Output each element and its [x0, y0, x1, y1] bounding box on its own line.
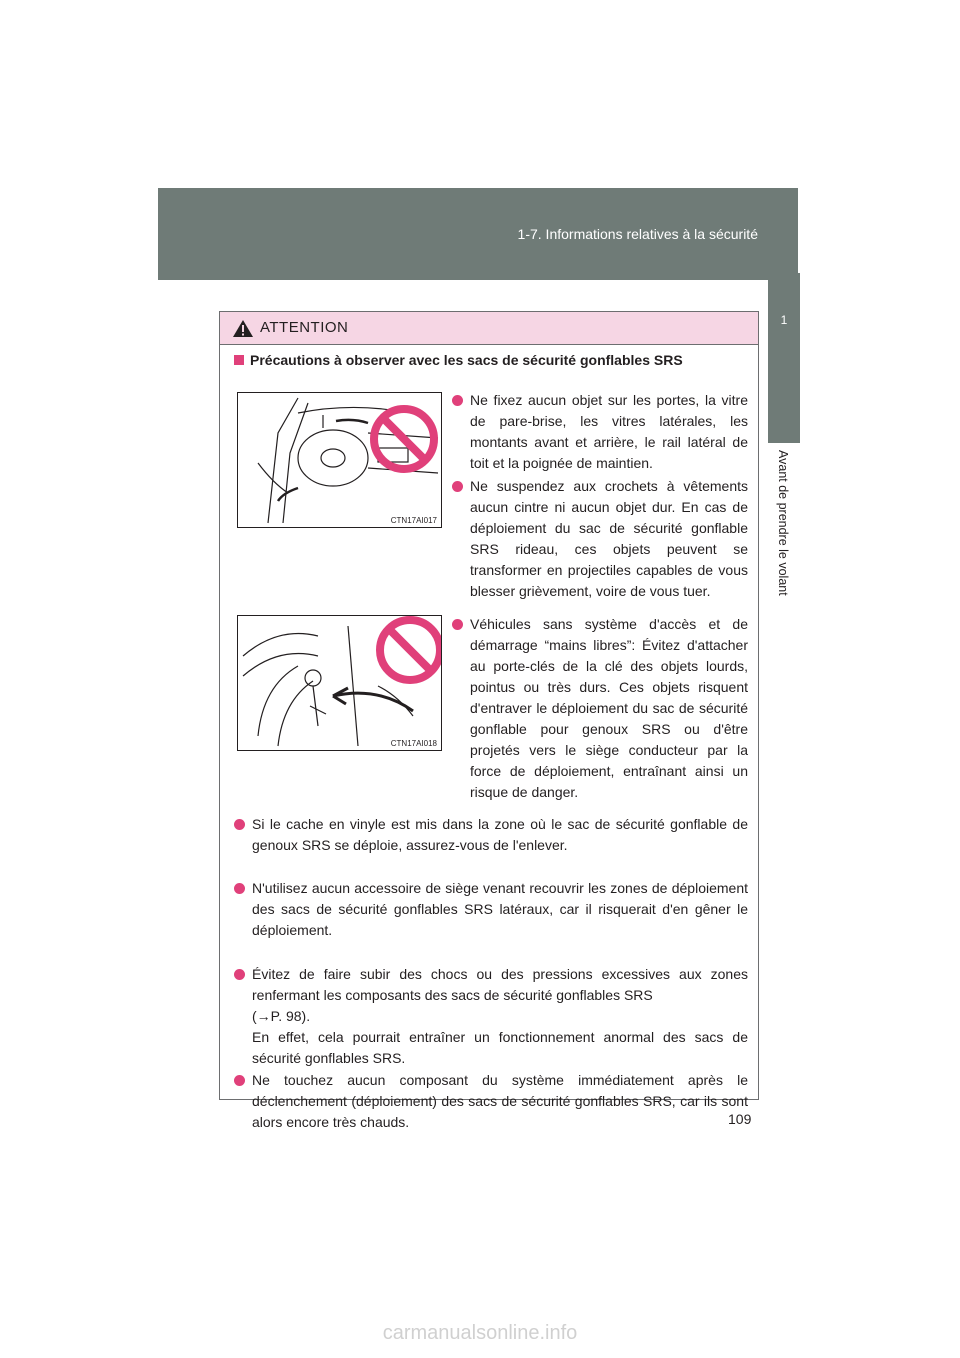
page-number: 109	[728, 1111, 752, 1127]
section-title: 1-7. Informations relatives à la sécurité	[517, 226, 758, 242]
bullet-text: Ne suspendez aux crochets à vêtements aucun cintre ni aucun objet dur. En cas de déploiement du sac de sécurité gonflable SRS rideau, ces objets peuvent se transformer en projectiles capables de vous blesser grièvement, voire de vous tuer.	[470, 478, 748, 599]
bullet-text: Ne fixez aucun objet sur les portes, la vitre de pare-brise, les vitres latérales, les montants avant et arrière, le rail latéral de toit et la poignée de maintien.	[470, 392, 748, 471]
chapter-tab	[768, 273, 800, 443]
chapter-title: Avant de prendre le volant	[776, 450, 790, 596]
bullet-text: N'utilisez aucun accessoire de siège venant recouvrir les zones de déploiement des sacs de sécurité gonflables SRS latéraux, car il risquerait d'en gêner le déploiement.	[252, 880, 748, 938]
subheading-text: Précautions à observer avec les sacs de sécurité gonflables SRS	[250, 352, 683, 368]
bullet-text-part: En effet, cela pourrait entraîner un fonctionnement anormal des sacs de sécurité gonflables SRS.	[252, 1029, 748, 1066]
warning-triangle-icon	[232, 319, 254, 338]
bullet-icon	[452, 395, 463, 406]
chapter-number: 1	[780, 313, 788, 327]
list-item	[234, 964, 748, 1069]
prohibition-icon	[380, 620, 440, 680]
list-item	[234, 878, 748, 941]
list-item	[452, 614, 748, 803]
warning-title: ATTENTION	[260, 319, 349, 336]
figure-code: CTN17AI017	[390, 516, 437, 525]
figure-dashboard	[237, 392, 442, 528]
list-item	[234, 1070, 748, 1133]
prohibition-icon	[374, 409, 434, 469]
figure-key-ring	[237, 615, 442, 751]
bullet-icon	[234, 819, 245, 830]
bullet-icon	[234, 883, 245, 894]
list-item	[452, 390, 748, 474]
watermark: carmanualsonline.info	[382, 1322, 578, 1344]
page-reference-link[interactable]: (→P. 98).	[252, 1008, 311, 1024]
bullet-icon	[234, 1075, 245, 1086]
bullet-text-part: Évitez de faire subir des chocs ou des pressions excessives aux zones renfermant les composants des sacs de sécurité gonflables SRS	[252, 966, 748, 1003]
header-band	[158, 188, 798, 280]
list-item	[234, 814, 748, 856]
list-item	[452, 476, 748, 602]
figure-code: CTN17AI018	[390, 739, 437, 748]
bullet-text: Ne touchez aucun composant du système immédiatement après le déclenchement (déploiement) des sacs de sécurité gonflables SRS, car ils sont alors encore très chauds.	[252, 1072, 748, 1130]
bullet-icon	[452, 481, 463, 492]
chapter-title-tab	[768, 450, 800, 650]
bullet-text: Véhicules sans système d'accès et de démarrage “mains libres”: Évitez d'attacher au porte-clés de la clé des objets lourds, pointus ou très durs. Ces objets risquent d'entraver le déploiement du sac de sécurité gonflable pour genoux SRS ou d'être projetés vers le siège conducteur par la force de déploiement, entraînant ainsi un risque de danger.	[470, 616, 748, 800]
warning-subheading	[234, 352, 683, 368]
warning-header	[220, 312, 758, 345]
square-bullet-icon	[234, 355, 244, 365]
bullet-icon	[452, 619, 463, 630]
bullet-text	[252, 964, 748, 1069]
key-ring-illustration	[238, 616, 441, 750]
bullet-text: Si le cache en vinyle est mis dans la zone où le sac de sécurité gonflable de genoux SRS se déploie, assurez-vous de l'enlever.	[252, 816, 748, 853]
dashboard-illustration	[238, 393, 441, 527]
bullet-icon	[234, 969, 245, 980]
